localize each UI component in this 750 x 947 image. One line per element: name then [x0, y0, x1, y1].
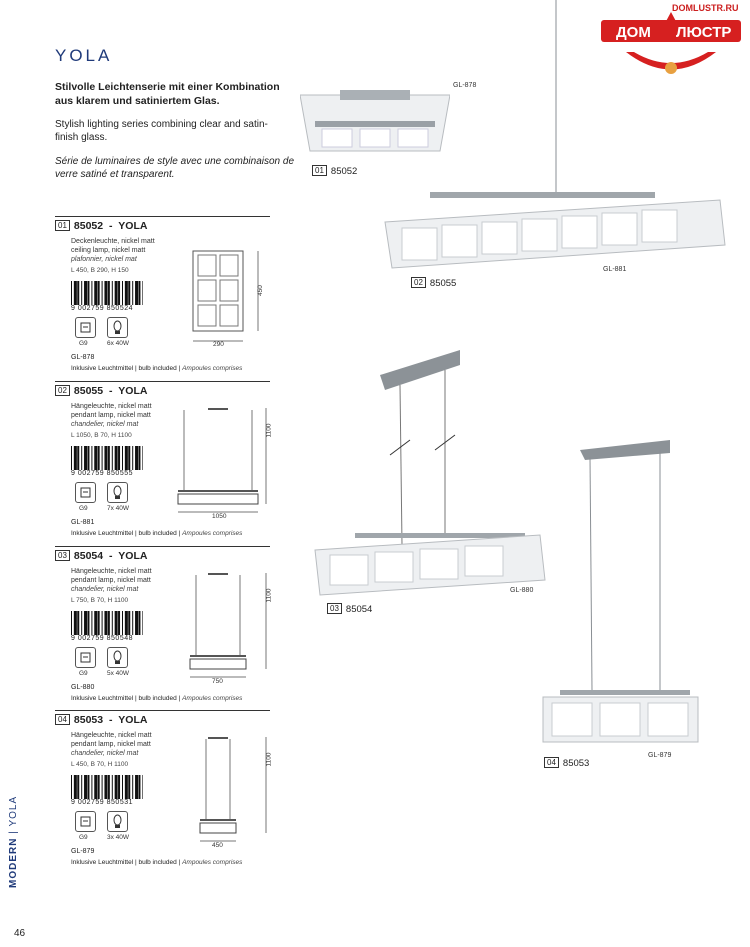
- barcode: [71, 446, 143, 470]
- product-heading: 02 85055 - YOLA: [55, 385, 147, 397]
- bulb-icon: [107, 811, 128, 832]
- product-number: 01: [55, 220, 70, 231]
- product-code: 85053: [73, 714, 104, 726]
- product-section: [55, 381, 273, 542]
- bulb-spec: 7x 40W: [107, 505, 130, 512]
- product-code: 85055: [73, 385, 104, 397]
- product-number: 03: [55, 550, 70, 561]
- callout-gl-878: GL-878: [453, 82, 477, 89]
- svg-text:ДОМ: ДОМ: [616, 24, 651, 41]
- barcode-number: 9 002759 850531: [71, 799, 133, 806]
- photo-label-01: 01 85052: [312, 165, 357, 177]
- drawing-width: 450: [212, 842, 223, 849]
- intro-english: Stylish lighting series combining clear and satin-finish glass.: [55, 119, 268, 143]
- callout-gl-880: GL-880: [510, 587, 534, 594]
- drawing-width: 290: [213, 341, 224, 348]
- socket-type: G9: [79, 505, 88, 512]
- product-name: YOLA: [118, 385, 148, 397]
- include-line: Inklusive Leuchtmittel | bulb included | Ampoules comprises: [71, 530, 243, 537]
- socket-type: G9: [79, 834, 88, 841]
- socket-icon: [75, 317, 96, 338]
- drawing-height: 1100: [265, 752, 273, 767]
- bulb-icon: [107, 647, 128, 668]
- product-description: Hängeleuchte, nickel matt pendant lamp, nickel matt chandelier, nickel mat: [71, 568, 152, 593]
- product-dimensions: L 450, B 70, H 1100: [71, 761, 129, 768]
- technical-drawing: [173, 241, 273, 353]
- product-name: YOLA: [118, 220, 148, 232]
- product-dimensions: L 750, B 70, H 1100: [71, 597, 129, 604]
- socket-icon: [75, 647, 96, 668]
- photo-pendant-750: [310, 345, 550, 600]
- drawing-height: 450: [256, 285, 264, 296]
- barcode-number: 9 002759 850555: [71, 470, 133, 477]
- product-dimensions: L 450, B 290, H 150: [71, 267, 129, 274]
- drawing-height: 1100: [265, 423, 273, 438]
- page-number: 46: [14, 928, 26, 939]
- socket-type: G9: [79, 670, 88, 677]
- barcode: [71, 775, 143, 799]
- barcode: [71, 281, 143, 305]
- photo-label-03: 03 85054: [327, 603, 372, 615]
- drawing-width: 1050: [212, 513, 227, 520]
- product-section: [55, 710, 273, 871]
- photo-label-04: 04 85053: [544, 757, 589, 769]
- bulb-icon: [107, 482, 128, 503]
- product-name: YOLA: [118, 714, 148, 726]
- site-url[interactable]: DOMLUSTR.RU: [672, 3, 739, 13]
- product-dimensions: L 1050, B 70, H 1100: [71, 432, 132, 439]
- socket-icon: [75, 482, 96, 503]
- intro-french: Série de luminaires de style avec une combinaison de verre satiné et transparent.: [55, 156, 295, 180]
- glass-code: GL-878: [71, 354, 95, 361]
- technical-drawing: [173, 735, 273, 847]
- glass-code: GL-879: [71, 848, 95, 855]
- product-name: YOLA: [118, 550, 148, 562]
- product-number: 02: [55, 385, 70, 396]
- product-code: 85052: [73, 220, 104, 232]
- callout-gl-881: GL-881: [603, 266, 627, 273]
- include-line: Inklusive Leuchtmittel | bulb included | Ampoules comprises: [71, 365, 243, 372]
- product-heading: 01 85052 - YOLA: [55, 220, 147, 232]
- product-description: Hängeleuchte, nickel matt pendant lamp, nickel matt chandelier, nickel mat: [71, 732, 152, 757]
- include-line: Inklusive Leuchtmittel | bulb included | Ampoules comprises: [71, 859, 243, 866]
- bulb-icon: [107, 317, 128, 338]
- side-category-label: MODERN | YOLA: [8, 795, 19, 888]
- intro-german: Stilvolle Leichtenserie mit einer Kombination aus klarem und satiniertem Glas.: [55, 81, 280, 107]
- bulb-spec: 5x 40W: [107, 670, 130, 677]
- callout-gl-879: GL-879: [648, 752, 672, 759]
- product-code: 85054: [73, 550, 104, 562]
- product-section: [55, 546, 273, 707]
- glass-code: GL-881: [71, 519, 95, 526]
- socket-type: G9: [79, 340, 88, 347]
- socket-icon: [75, 811, 96, 832]
- photo-pendant-1050: [380, 0, 740, 275]
- product-heading: 04 85053 - YOLA: [55, 714, 147, 726]
- drawing-width: 750: [212, 678, 223, 685]
- include-line: Inklusive Leuchtmittel | bulb included | Ampoules comprises: [71, 695, 243, 702]
- product-section: [55, 216, 270, 377]
- bulb-spec: 6x 40W: [107, 340, 130, 347]
- product-description: Deckenleuchte, nickel matt ceiling lamp, nickel matt plafonnier, nickel mat: [71, 238, 155, 263]
- technical-drawing: [173, 406, 273, 518]
- bulb-spec: 3x 40W: [107, 834, 130, 841]
- barcode-number: 9 002759 850548: [71, 635, 133, 642]
- product-heading: 03 85054 - YOLA: [55, 550, 147, 562]
- product-number: 04: [55, 714, 70, 725]
- technical-drawing: [173, 571, 273, 683]
- page-title: YOLA: [55, 46, 113, 65]
- drawing-height: 1100: [265, 588, 273, 603]
- photo-pendant-450: [540, 435, 710, 750]
- barcode-number: 9 002759 850524: [71, 305, 133, 312]
- barcode: [71, 611, 143, 635]
- glass-code: GL-880: [71, 684, 95, 691]
- photo-label-02: 02 85055: [411, 277, 456, 289]
- svg-text:ЛЮСТР: ЛЮСТР: [676, 24, 732, 41]
- product-description: Hängeleuchte, nickel matt pendant lamp, nickel matt chandelier, nickel mat: [71, 403, 152, 428]
